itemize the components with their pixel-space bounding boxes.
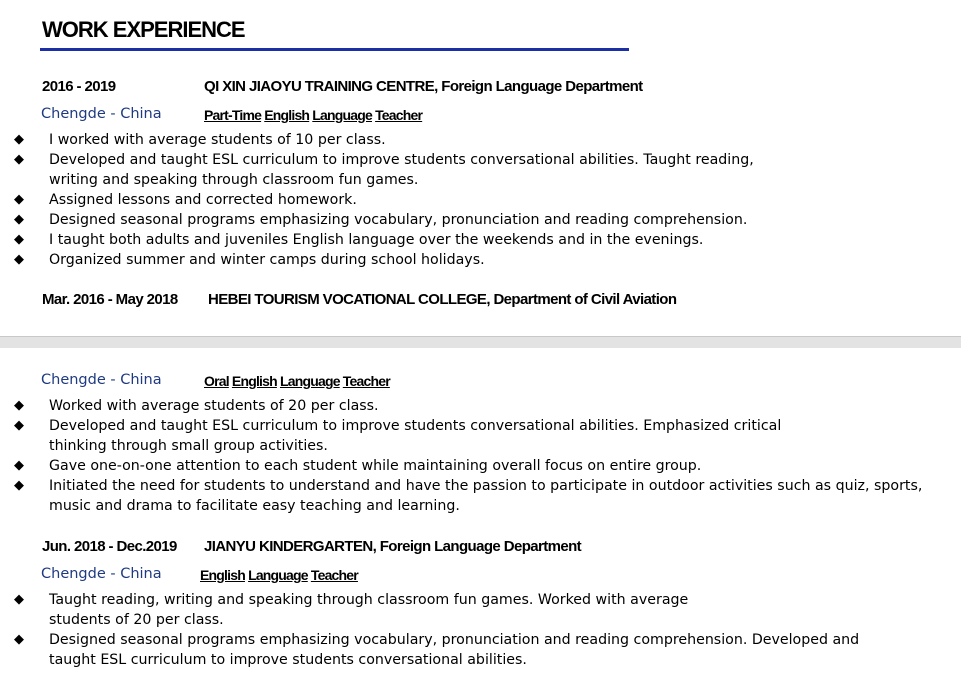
job-role (204, 107, 422, 123)
diamond-bullet-icon: ◆ (14, 398, 24, 413)
diamond-bullet-icon: ◆ (14, 478, 24, 493)
role-word: English (231, 373, 277, 389)
job-location: Chengde - China (41, 372, 162, 388)
bullet-item (14, 590, 954, 630)
bullet-item (14, 210, 954, 230)
job-header-3 (42, 538, 582, 555)
job-role (204, 373, 390, 389)
bullet-text: Organized summer and winter camps during school holidays. (49, 252, 485, 268)
diamond-bullet-icon: ◆ (14, 192, 24, 207)
job-organization: QI XIN JIAOYU TRAINING CENTRE, Foreign Language Department (204, 78, 643, 95)
job-date: Mar. 2016 - May 2018 (42, 291, 178, 308)
role-word: Teacher (375, 107, 423, 123)
bullet-item (14, 150, 954, 190)
bullet-text: Developed and taught ESL curriculum to improve students conversational abilities. Emphasized critical thinking through small group activities. (49, 418, 782, 454)
job-date: 2016 - 2019 (42, 78, 116, 95)
bullet-item (14, 190, 954, 210)
bullet-item (14, 416, 954, 456)
job-date: Jun. 2018 - Dec.2019 (42, 538, 177, 555)
bullet-item (14, 456, 954, 476)
role-word: Language (279, 373, 340, 389)
diamond-bullet-icon: ◆ (14, 132, 24, 147)
role-word: English (200, 567, 245, 583)
role-word: Teacher (310, 567, 358, 583)
diamond-bullet-icon: ◆ (14, 592, 24, 607)
job-location: Chengde - China (41, 106, 162, 122)
bullet-item (14, 130, 954, 150)
section-title-rule (40, 48, 629, 51)
diamond-bullet-icon: ◆ (14, 212, 24, 227)
page-break (0, 336, 961, 348)
diamond-bullet-icon: ◆ (14, 458, 24, 473)
job-role (200, 567, 358, 583)
role-word: Oral (204, 373, 229, 389)
bullet-item (14, 630, 954, 670)
job-location: Chengde - China (41, 566, 162, 582)
diamond-bullet-icon: ◆ (14, 152, 24, 167)
job-organization: HEBEI TOURISM VOCATIONAL COLLEGE, Department of Civil Aviation (208, 291, 677, 308)
bullet-text: Assigned lessons and corrected homework. (49, 192, 357, 208)
bullet-text: Gave one-on-one attention to each student while maintaining overall focus on entire group. (49, 458, 702, 474)
bullet-item (14, 476, 954, 516)
job-header-1 (42, 78, 643, 95)
job-bullet-list (14, 590, 954, 670)
bullet-text: I worked with average students of 10 per class. (49, 132, 386, 148)
diamond-bullet-icon: ◆ (14, 232, 24, 247)
resume-page-2 (0, 348, 961, 692)
bullet-text: Initiated the need for students to understand and have the passion to participate in outdoor activities such as quiz, sports, music and drama to facilitate easy teaching and learning. (49, 478, 923, 514)
diamond-bullet-icon: ◆ (14, 632, 24, 647)
resume-page-1 (0, 0, 961, 336)
bullet-item (14, 250, 954, 270)
role-word: English (264, 107, 310, 123)
role-word: Language (248, 567, 308, 583)
bullet-item (14, 230, 954, 250)
bullet-text: Designed seasonal programs emphasizing vocabulary, pronunciation and reading comprehension. (49, 212, 748, 228)
diamond-bullet-icon: ◆ (14, 252, 24, 267)
role-word: Teacher (342, 373, 390, 389)
role-word: Language (312, 107, 372, 123)
bullet-text: Developed and taught ESL curriculum to improve students conversational abilities. Taught reading, writing and speaking through classroom fun games. (49, 152, 754, 188)
bullet-text: Taught reading, writing and speaking through classroom fun games. Worked with average students of 20 per class. (49, 592, 689, 628)
job-header-2 (42, 291, 677, 308)
bullet-item (14, 396, 954, 416)
job-organization: JIANYU KINDERGARTEN, Foreign Language Department (204, 538, 582, 555)
job-bullet-list (14, 130, 954, 270)
role-word: Part-Time (204, 107, 262, 123)
job-bullet-list (14, 396, 954, 516)
section-title: WORK EXPERIENCE (42, 17, 245, 42)
bullet-text: Designed seasonal programs emphasizing vocabulary, pronunciation and reading comprehension. Developed and taught ESL curriculum to improve students conversational abilities. (49, 632, 860, 668)
bullet-text: I taught both adults and juveniles English language over the weekends and in the evenings. (49, 232, 704, 248)
diamond-bullet-icon: ◆ (14, 418, 24, 433)
bullet-text: Worked with average students of 20 per class. (49, 398, 379, 414)
